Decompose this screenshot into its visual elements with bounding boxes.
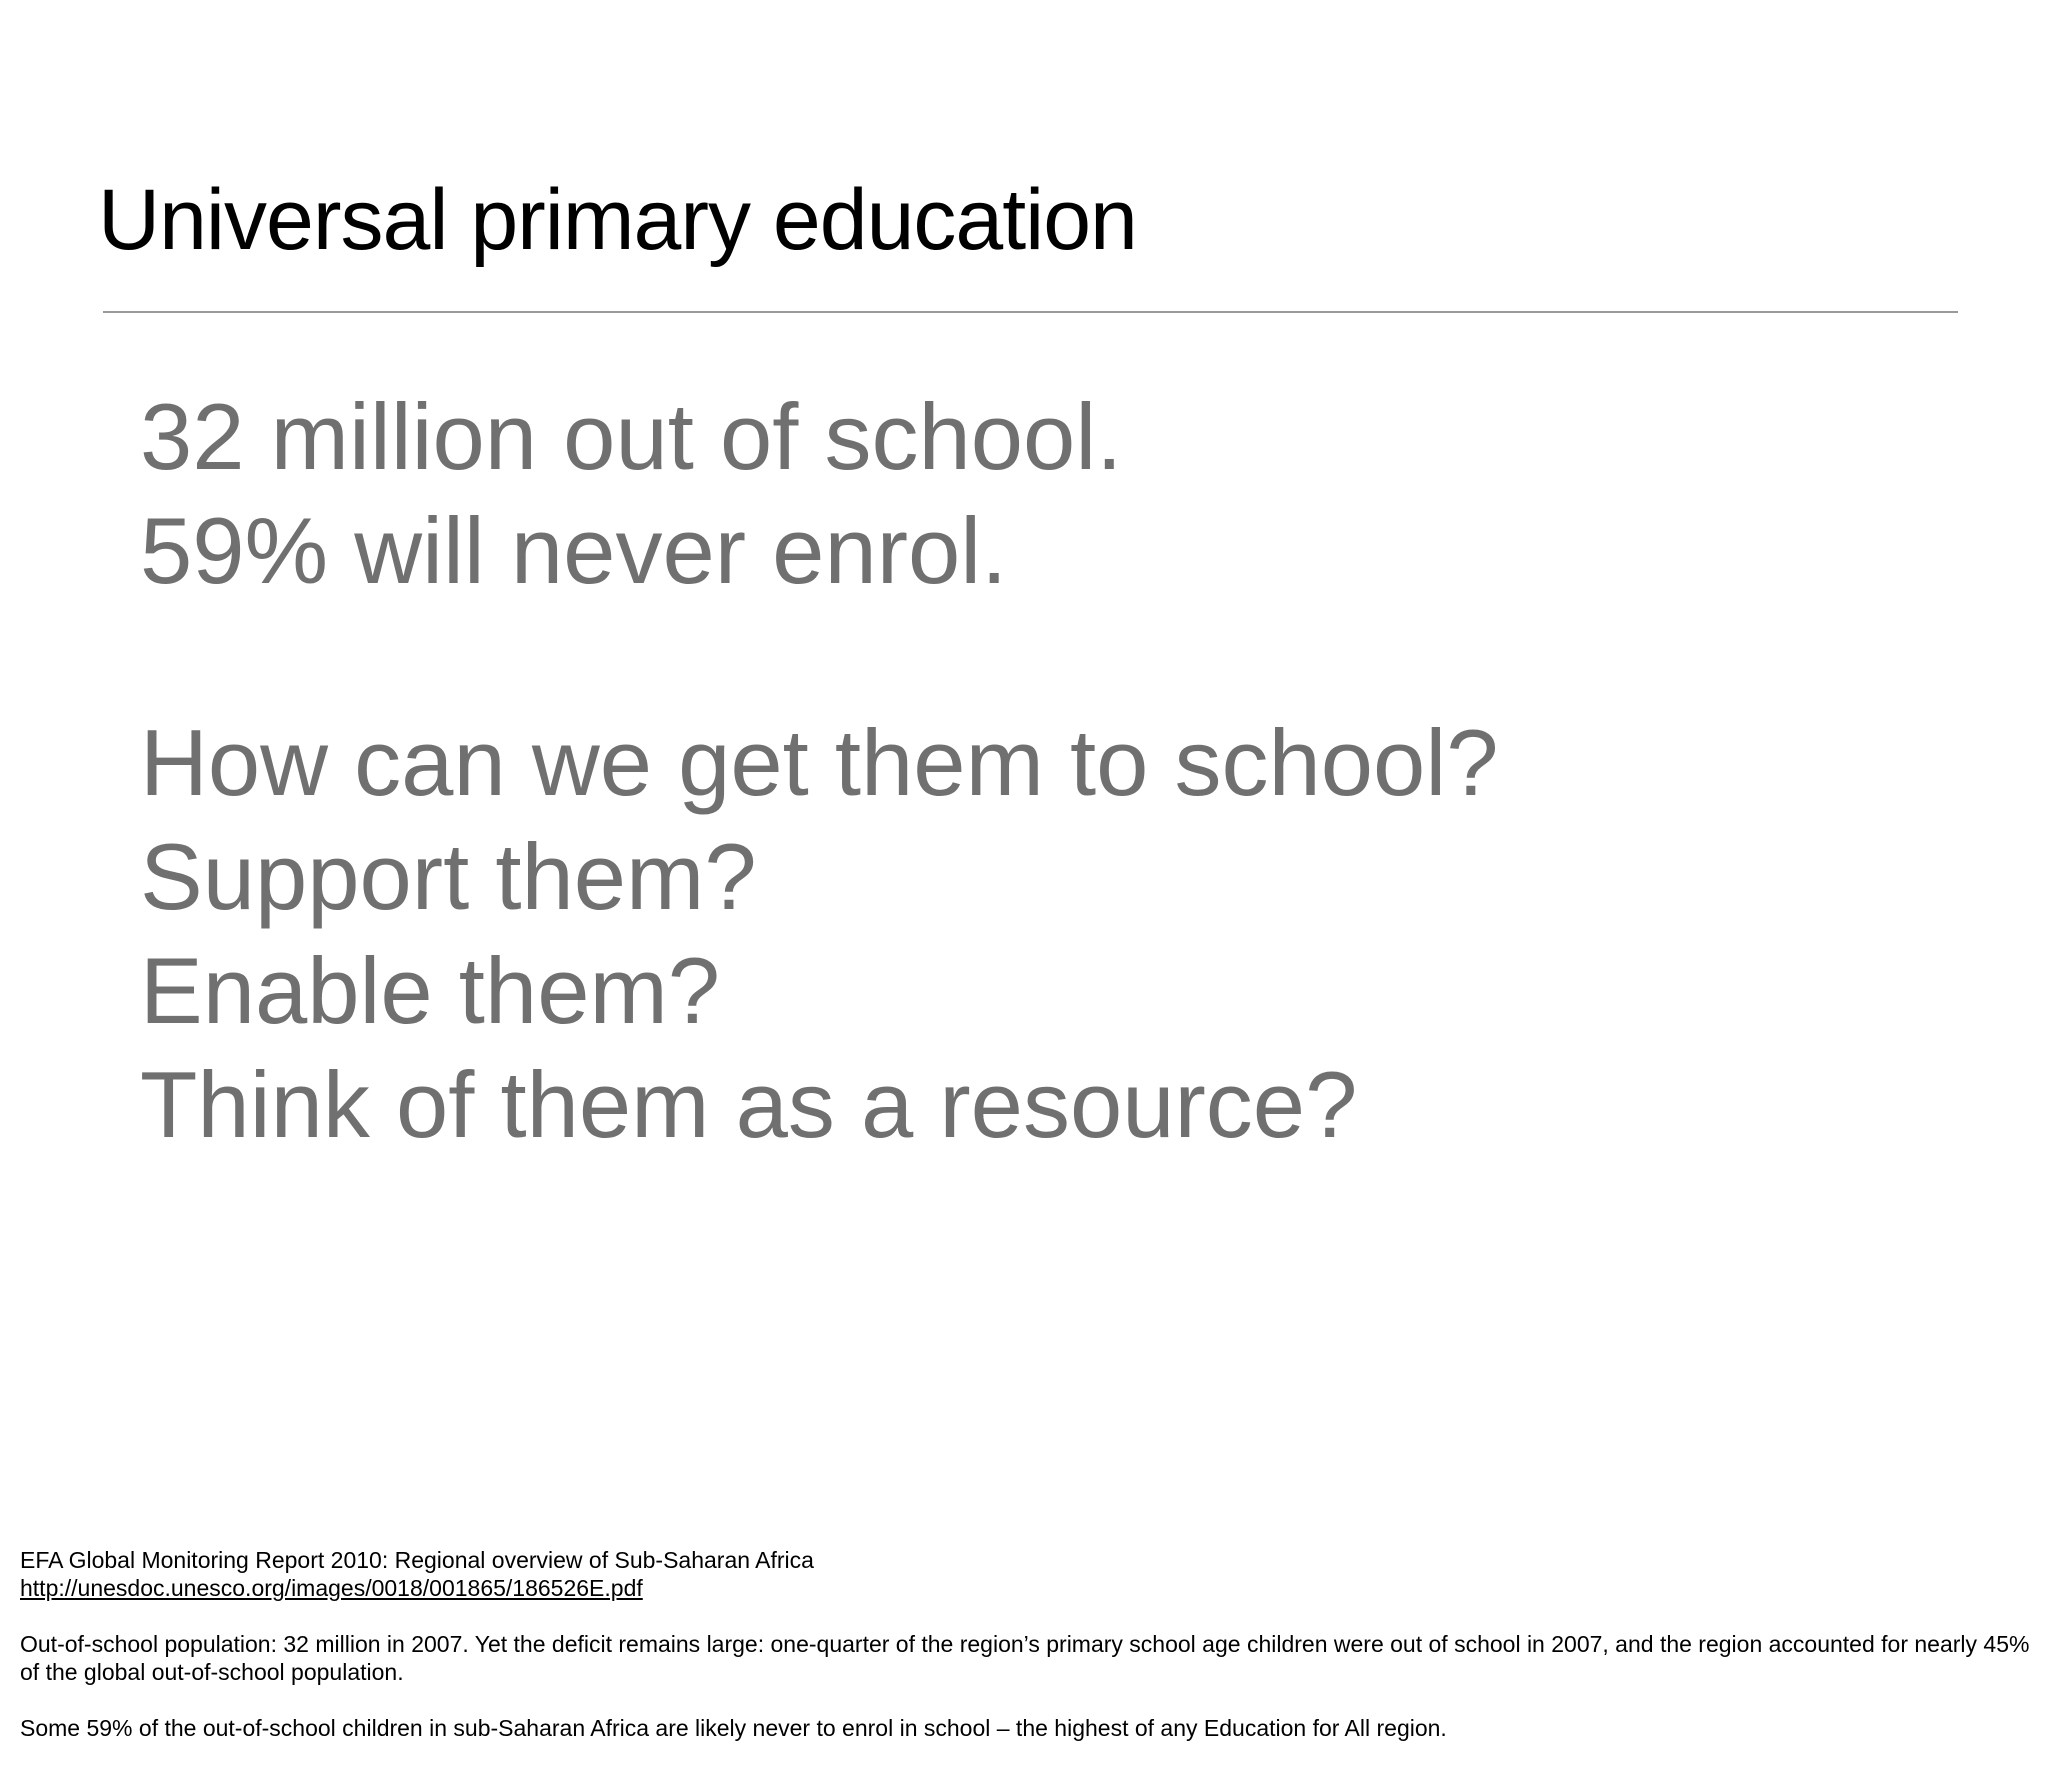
footnote-spacer [20, 1602, 2030, 1630]
question-enable: Enable them? [140, 938, 721, 1043]
source-link[interactable]: http://unesdoc.unesco.org/images/0018/001865/186526E.pdf [20, 1575, 643, 1601]
footnote-paragraph-1: Out-of-school population: 32 million in 2007. Yet the deficit remains large: one-quarter of the region’s primary school age children were out of school in 2007, and the region accounted for nearly 45% of the global out-of-school population. [20, 1631, 2030, 1685]
title-divider [103, 311, 1958, 313]
stat-never-enrol: 59% will never enrol. [140, 498, 1008, 603]
question-resource: Think of them as a resource? [140, 1052, 1358, 1157]
stats-block [140, 380, 1122, 608]
footnote-paragraph-2: Some 59% of the out-of-school children in sub-Saharan Africa are likely never to enrol in school – the highest of any Education for All region. [20, 1715, 1447, 1741]
question-get-to-school: How can we get them to school? [140, 710, 1499, 815]
slide-title: Universal primary education [98, 172, 1137, 268]
question-support: Support them? [140, 824, 757, 929]
stat-out-of-school: 32 million out of school. [140, 384, 1123, 489]
footnotes [20, 1546, 2030, 1742]
footnote-spacer [20, 1686, 2030, 1714]
questions-block [140, 706, 1499, 1162]
source-title: EFA Global Monitoring Report 2010: Regional overview of Sub-Saharan Africa [20, 1547, 814, 1573]
